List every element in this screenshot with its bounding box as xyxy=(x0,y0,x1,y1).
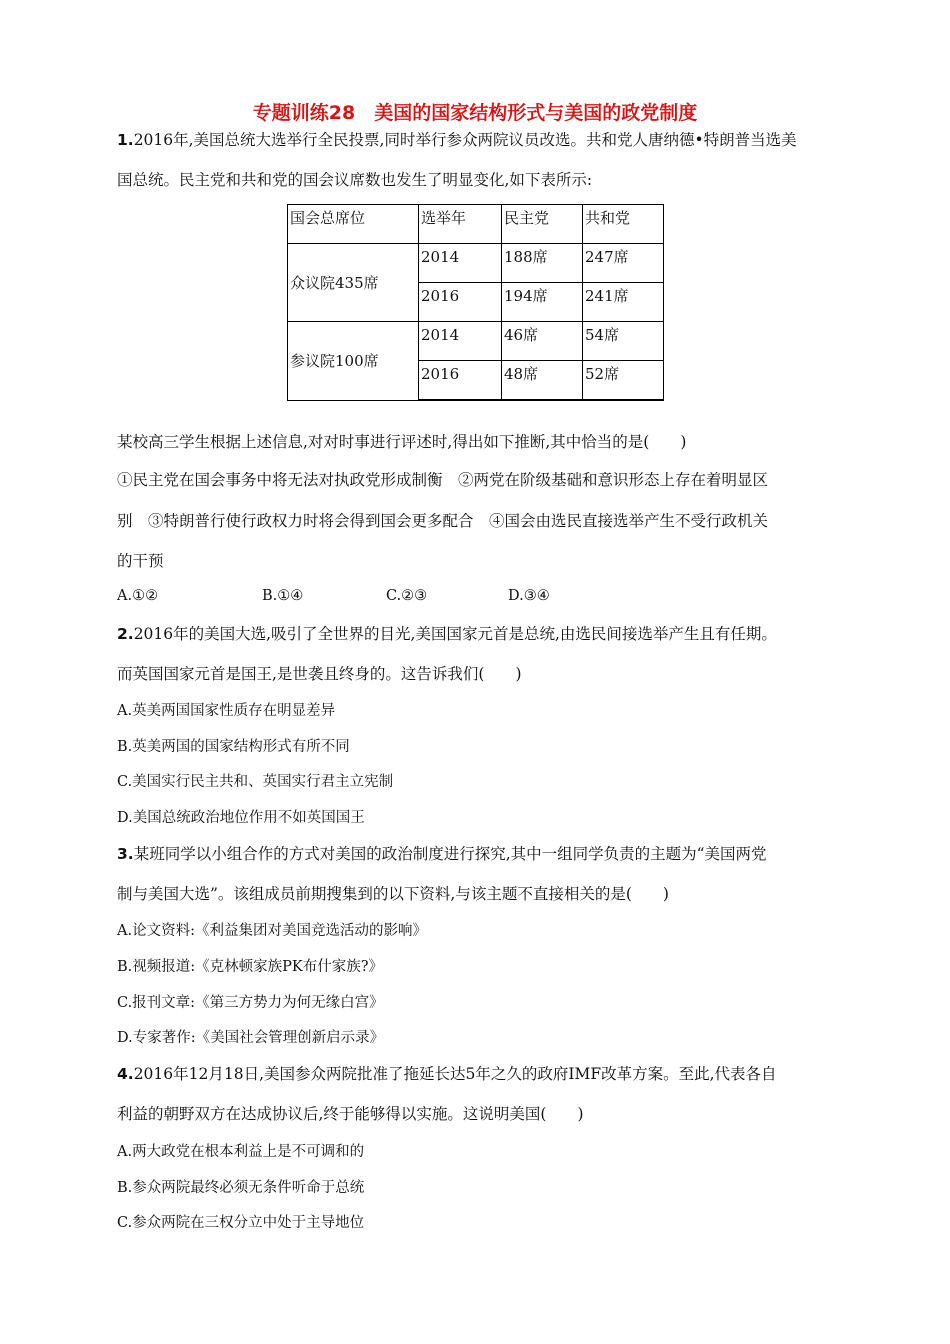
table-header-row xyxy=(288,205,664,244)
seats-table xyxy=(287,204,664,401)
q1-option-c[interactable]: C.②③ xyxy=(386,588,428,604)
q3-option-a[interactable]: A.论文资料:《利益集团对美国竞选活动的影响》 xyxy=(117,923,427,939)
page-title: 专题训练28 美国的国家结构形式与美国的政党制度 xyxy=(252,102,698,124)
q2-option-c[interactable]: C.美国实行民主共和、英国实行君主立宪制 xyxy=(117,774,394,790)
q3-line1 xyxy=(117,842,767,864)
q3-option-b[interactable]: B.视频报道:《克林顿家族PK布什家族?》 xyxy=(117,959,384,975)
q1-option-d[interactable]: D.③④ xyxy=(508,588,550,604)
table-cell: 52席 xyxy=(583,361,664,401)
table-cell: 2016 xyxy=(419,361,502,401)
chamber-cell-house: 众议院435席 xyxy=(288,244,419,322)
table-cell: 48席 xyxy=(502,361,583,401)
table-header-cell: 选举年 xyxy=(419,205,502,244)
q3-option-c[interactable]: C.报刊文章:《第三方势力为何无缘白宫》 xyxy=(117,995,384,1011)
q4-option-a[interactable]: A.两大政党在根本利益上是不可调和的 xyxy=(117,1144,365,1160)
q1-text-1: 2016年,美国总统大选举行全民投票,同时举行参众两院议员改选。共和党人唐纳德•特朗普当选美 xyxy=(133,131,797,149)
q1-line1 xyxy=(117,128,797,150)
table-cell: 2016 xyxy=(419,283,502,322)
table-header-cell: 国会总席位 xyxy=(288,205,419,244)
q1-statements-3: 的干预 xyxy=(117,552,164,570)
q3-option-d[interactable]: D.专家著作:《美国社会管理创新启示录》 xyxy=(117,1030,385,1046)
table-header-cell: 共和党 xyxy=(583,205,664,244)
table-row xyxy=(288,244,664,283)
q4-option-b[interactable]: B.参众两院最终必须无条件听命于总统 xyxy=(117,1180,365,1196)
table-cell: 54席 xyxy=(583,322,664,361)
q1-stem: 某校高三学生根据上述信息,对对时事进行评述时,得出如下推断,其中恰当的是( ) xyxy=(117,433,687,451)
table-cell: 46席 xyxy=(502,322,583,361)
q2-number: 2. xyxy=(117,625,134,643)
q4-option-c[interactable]: C.参众两院在三权分立中处于主导地位 xyxy=(117,1215,365,1231)
q4-line2: 利益的朝野双方在达成协议后,终于能够得以实施。这说明美国( ) xyxy=(117,1105,584,1123)
q2-text-1: 2016年的美国大选,吸引了全世界的目光,美国国家元首是总统,由选民间接选举产生且有任期。 xyxy=(133,625,777,643)
q2-option-d[interactable]: D.美国总统政治地位作用不如英国国王 xyxy=(117,810,365,826)
table-cell: 241席 xyxy=(583,283,664,322)
q1-statements-1: ①民主党在国会事务中将无法对执政党形成制衡 ②两党在阶级基础和意识形态上存在着明显区 xyxy=(117,471,769,489)
q2-line2: 而英国国家元首是国王,是世袭且终身的。这告诉我们( ) xyxy=(117,665,522,683)
table-cell: 194席 xyxy=(502,283,583,322)
q3-text-1: 某班同学以小组合作的方式对美国的政治制度进行探究,其中一组同学负责的主题为“美国两党 xyxy=(133,845,767,863)
q1-option-a[interactable]: A.①② xyxy=(117,588,159,604)
table-cell: 2014 xyxy=(419,322,502,361)
q1-statements-2: 别 ③特朗普行使行政权力时将会得到国会更多配合 ④国会由选民直接选举产生不受行政机关 xyxy=(117,512,769,530)
table-cell: 2014 xyxy=(419,244,502,283)
q3-line2: 制与美国大选”。该组成员前期搜集到的以下资料,与该主题不直接相关的是( ) xyxy=(117,885,669,903)
q4-text-1: 2016年12月18日,美国参众两院批准了拖延长达5年之久的政府IMF改革方案。至此,代表各自 xyxy=(133,1065,777,1083)
q1-line2: 国总统。民主党和共和党的国会议席数也发生了明显变化,如下表所示: xyxy=(117,171,593,189)
q1-option-b[interactable]: B.①④ xyxy=(262,588,304,604)
table-cell: 188席 xyxy=(502,244,583,283)
q1-number: 1. xyxy=(117,131,134,149)
q4-number: 4. xyxy=(117,1065,134,1083)
table-header-cell: 民主党 xyxy=(502,205,583,244)
table-cell: 247席 xyxy=(583,244,664,283)
q4-line1 xyxy=(117,1062,777,1084)
q3-number: 3. xyxy=(117,845,134,863)
q2-line1 xyxy=(117,622,777,644)
q2-option-a[interactable]: A.英美两国国家性质存在明显差异 xyxy=(117,703,336,719)
chamber-cell-senate: 参议院100席 xyxy=(288,322,419,401)
q2-option-b[interactable]: B.英美两国的国家结构形式有所不同 xyxy=(117,739,350,755)
table-row xyxy=(288,322,664,361)
